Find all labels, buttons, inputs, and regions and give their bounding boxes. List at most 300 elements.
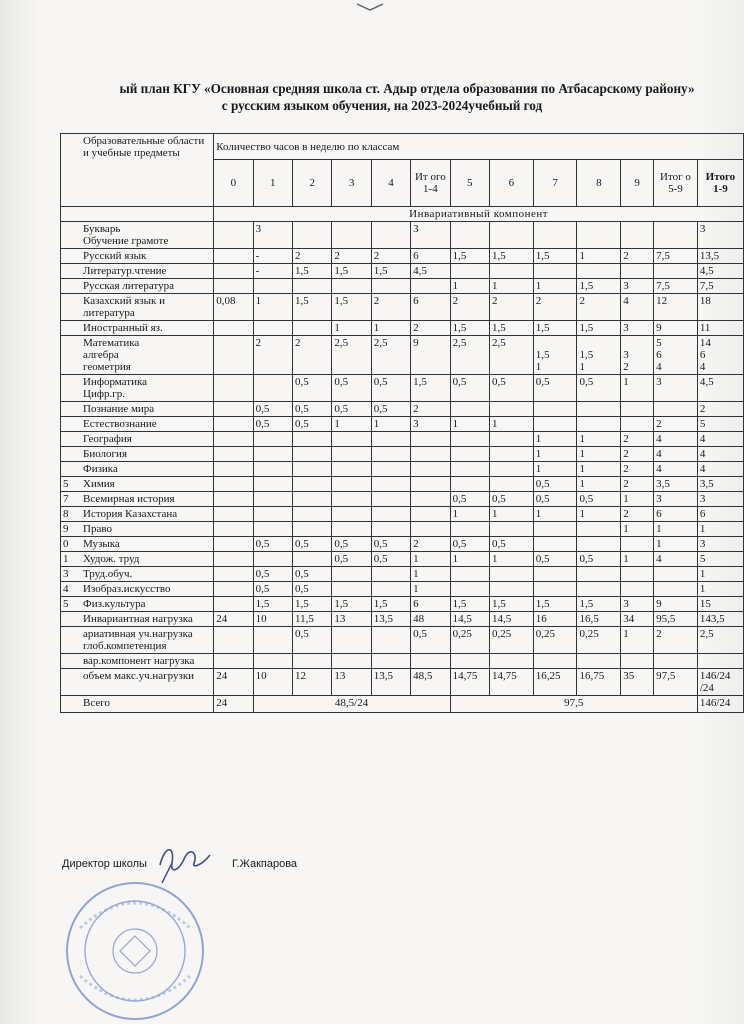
- grade-header-cell: Итог о 5-9: [654, 160, 698, 207]
- row-number: 3: [63, 568, 69, 580]
- subject-label: Букварь Обучение грамоте: [83, 223, 169, 247]
- hours-cell: [371, 654, 410, 669]
- hours-cell: 9: [654, 597, 698, 612]
- row-number: 9: [63, 523, 69, 535]
- hours-cell: [533, 567, 577, 582]
- hours-cell: 1: [450, 279, 489, 294]
- total-row: [61, 696, 744, 713]
- hours-cell: [293, 321, 332, 336]
- hours-cell: [214, 582, 253, 597]
- hours-cell: 2: [697, 402, 743, 417]
- hours-cell: 1: [654, 522, 698, 537]
- hours-cell: [253, 654, 292, 669]
- hours-cell: 0,5: [450, 537, 489, 552]
- hours-cell: 4,5: [697, 264, 743, 279]
- hours-cell: 1,5: [371, 264, 410, 279]
- hours-cell: 143,5: [697, 612, 743, 627]
- hours-cell: 16,75: [577, 669, 621, 696]
- hours-cell: [533, 264, 577, 279]
- hours-cell: [533, 522, 577, 537]
- subject-label: Инвариантная нагрузка: [83, 613, 193, 625]
- hours-cell: 14,75: [450, 669, 489, 696]
- subject-name: [61, 249, 214, 264]
- hours-cell: 0,5: [253, 582, 292, 597]
- hours-cell: 1: [253, 294, 292, 321]
- hours-cell: [533, 222, 577, 249]
- hours-cell: 1,5: [489, 321, 533, 336]
- hours-cell: [253, 375, 292, 402]
- table-row: [61, 321, 744, 336]
- hours-cell: 0,5: [533, 552, 577, 567]
- hours-cell: 1: [621, 552, 654, 567]
- total-cell: Всего: [61, 696, 214, 713]
- hours-cell: [577, 567, 621, 582]
- subject-label: Информатика Цифр.гр.: [83, 376, 148, 400]
- hours-cell: 1: [621, 375, 654, 402]
- subject-label: Математика алгебра геометрия: [83, 337, 140, 373]
- hours-cell: 0,5: [293, 627, 332, 654]
- table-row: [61, 552, 744, 567]
- hours-cell: 4: [654, 462, 698, 477]
- hours-cell: 0,5: [293, 417, 332, 432]
- subject-label: Иностранный яз.: [83, 322, 163, 334]
- hours-cell: [654, 582, 698, 597]
- hours-cell: 0,5: [332, 537, 371, 552]
- hours-cell: [253, 477, 292, 492]
- total-cell: 146/24: [697, 696, 743, 713]
- hours-cell: 48,5: [411, 669, 450, 696]
- hours-cell: 0,5: [450, 375, 489, 402]
- hours-cell: 97,5: [654, 669, 698, 696]
- hours-cell: [253, 447, 292, 462]
- hours-cell: [489, 654, 533, 669]
- component-header: Инвариативный компонент: [214, 207, 744, 222]
- table-row: [61, 279, 744, 294]
- hours-cell: 1: [621, 492, 654, 507]
- hours-cell: 1: [654, 537, 698, 552]
- hours-cell: 4: [621, 294, 654, 321]
- hours-cell: [371, 627, 410, 654]
- table-row: [61, 597, 744, 612]
- hours-cell: 9: [411, 336, 450, 375]
- hours-cell: [293, 279, 332, 294]
- hours-cell: [293, 432, 332, 447]
- hours-cell: 1: [450, 417, 489, 432]
- subject-name: [61, 432, 214, 447]
- hours-cell: [411, 432, 450, 447]
- hours-cell: [214, 264, 253, 279]
- hours-cell: 11: [697, 321, 743, 336]
- hours-cell: 0,5: [577, 375, 621, 402]
- subject-name: [61, 447, 214, 462]
- total-cell: 48,5/24: [253, 696, 450, 713]
- hours-cell: [293, 507, 332, 522]
- hours-cell: 0,5: [253, 567, 292, 582]
- school-stamp-icon: [60, 878, 210, 1024]
- hours-cell: 1: [577, 432, 621, 447]
- hours-cell: [577, 537, 621, 552]
- hours-cell: 3: [697, 492, 743, 507]
- total-cell: 97,5: [450, 696, 697, 713]
- hours-cell: [450, 477, 489, 492]
- hours-cell: 13,5: [371, 669, 410, 696]
- hours-cell: 0,5: [411, 627, 450, 654]
- table-row: [61, 402, 744, 417]
- grade-header-cell: 0: [214, 160, 253, 207]
- hours-cell: 3: [697, 537, 743, 552]
- header-row-component: [61, 207, 744, 222]
- hours-cell: 1,5: [533, 249, 577, 264]
- subject-name: [61, 627, 214, 654]
- hours-cell: 3,5: [654, 477, 698, 492]
- row-number: 5: [63, 598, 69, 610]
- hours-cell: 0,25: [533, 627, 577, 654]
- hours-cell: [293, 447, 332, 462]
- hours-cell: 0,5: [332, 375, 371, 402]
- hours-cell: 2: [332, 249, 371, 264]
- hours-cell: 0,5: [450, 492, 489, 507]
- hours-cell: 16: [533, 612, 577, 627]
- hours-cell: [253, 492, 292, 507]
- hours-cell: 0,5: [371, 552, 410, 567]
- hours-cell: [214, 447, 253, 462]
- hours-cell: 0,5: [253, 417, 292, 432]
- hours-cell: [214, 249, 253, 264]
- hours-cell: 1: [411, 552, 450, 567]
- hours-cell: [293, 654, 332, 669]
- hours-cell: [371, 567, 410, 582]
- hours-cell: 14,5: [489, 612, 533, 627]
- grade-header-cell: 1: [253, 160, 292, 207]
- hours-cell: 6: [411, 294, 450, 321]
- hours-cell: 1: [697, 522, 743, 537]
- subject-name: [61, 612, 214, 627]
- hours-cell: 6: [411, 597, 450, 612]
- hours-cell: 13,5: [697, 249, 743, 264]
- hours-cell: 1: [489, 417, 533, 432]
- hours-cell: [214, 321, 253, 336]
- subject-label: Право: [83, 523, 112, 535]
- hours-cell: 7,5: [654, 279, 698, 294]
- scan-mark-icon: [355, 2, 385, 12]
- hours-cell: 0,5: [293, 567, 332, 582]
- hours-cell: 4: [697, 462, 743, 477]
- hours-cell: -: [253, 249, 292, 264]
- hours-cell: [489, 264, 533, 279]
- subject-name: [61, 507, 214, 522]
- hours-cell: 1: [577, 507, 621, 522]
- subject-name: [61, 222, 214, 249]
- hours-cell: 2,5: [697, 627, 743, 654]
- table-row: [61, 432, 744, 447]
- hours-cell: [577, 417, 621, 432]
- director-label: Директор школы: [62, 858, 147, 870]
- subject-name: [61, 669, 214, 696]
- hours-cell: [621, 264, 654, 279]
- grade-header-cell: 4: [371, 160, 410, 207]
- hours-cell: [621, 417, 654, 432]
- hours-cell: 2: [411, 402, 450, 417]
- hours-cell: 1: [697, 567, 743, 582]
- hours-cell: [411, 462, 450, 477]
- header-row-1: [61, 134, 744, 160]
- hours-cell: [533, 537, 577, 552]
- hours-cell: 0,5: [371, 402, 410, 417]
- hours-cell: [654, 264, 698, 279]
- hours-cell: 5 6 4: [654, 336, 698, 375]
- table-row: [61, 294, 744, 321]
- hours-cell: 1,5: [533, 597, 577, 612]
- hours-cell: [214, 417, 253, 432]
- table-row: [61, 477, 744, 492]
- hours-cell: 1: [533, 462, 577, 477]
- hours-cell: 0,5: [293, 537, 332, 552]
- hours-cell: [489, 222, 533, 249]
- hours-cell: [214, 507, 253, 522]
- hours-cell: 2: [253, 336, 292, 375]
- hours-cell: 0,5: [533, 477, 577, 492]
- hours-cell: 0,5: [253, 537, 292, 552]
- row-number: 5: [63, 478, 69, 490]
- hours-cell: 1,5: [489, 597, 533, 612]
- hours-cell: 1,5: [411, 375, 450, 402]
- hours-cell: [621, 402, 654, 417]
- hours-cell: 18: [697, 294, 743, 321]
- hours-cell: [253, 522, 292, 537]
- hours-cell: [450, 264, 489, 279]
- subject-label: Физика: [83, 463, 118, 475]
- hours-cell: [411, 492, 450, 507]
- grade-header-cell: 7: [533, 160, 577, 207]
- hours-cell: 1: [577, 249, 621, 264]
- summary-row: [61, 612, 744, 627]
- hours-cell: 11,5: [293, 612, 332, 627]
- hours-cell: 3: [621, 321, 654, 336]
- subject-label: История Казахстана: [83, 508, 178, 520]
- subject-name: [61, 597, 214, 612]
- hours-cell: 0,5: [332, 402, 371, 417]
- table-row: [61, 492, 744, 507]
- hours-cell: [450, 222, 489, 249]
- subject-name: [61, 537, 214, 552]
- hours-cell: 16,25: [533, 669, 577, 696]
- hours-cell: 13,5: [371, 612, 410, 627]
- director-name: Г.Жакпарова: [232, 858, 298, 870]
- hours-cell: [332, 567, 371, 582]
- subject-name: [61, 375, 214, 402]
- hours-cell: 1: [371, 417, 410, 432]
- hours-cell: 1,5 1: [577, 336, 621, 375]
- hours-cell: 3,5: [697, 477, 743, 492]
- hours-cell: [411, 522, 450, 537]
- grade-header-cell: 5: [450, 160, 489, 207]
- hours-cell: 1: [697, 582, 743, 597]
- row-number: 0: [63, 538, 69, 550]
- subject-label: Биология: [83, 448, 128, 460]
- hours-cell: 0,08: [214, 294, 253, 321]
- hours-cell: 3: [621, 597, 654, 612]
- hours-cell: 3: [411, 417, 450, 432]
- hours-cell: [214, 537, 253, 552]
- hours-cell: 3: [411, 222, 450, 249]
- hours-cell: [621, 654, 654, 669]
- subject-name: [61, 417, 214, 432]
- row-number: 4: [63, 583, 69, 595]
- hours-cell: [371, 522, 410, 537]
- hours-cell: [332, 654, 371, 669]
- table-row: [61, 582, 744, 597]
- hours-cell: 9: [654, 321, 698, 336]
- hours-cell: 5: [697, 417, 743, 432]
- hours-cell: 1,5: [293, 294, 332, 321]
- hours-cell: 1: [489, 507, 533, 522]
- table-row: [61, 507, 744, 522]
- hours-cell: 1,5: [450, 249, 489, 264]
- hours-cell: 2: [654, 417, 698, 432]
- hours-cell: [332, 462, 371, 477]
- hours-cell: [533, 582, 577, 597]
- hours-cell: 2,5: [371, 336, 410, 375]
- hours-cell: [697, 654, 743, 669]
- hours-cell: [489, 462, 533, 477]
- hours-cell: [214, 336, 253, 375]
- hours-cell: 2: [621, 477, 654, 492]
- hours-cell: [253, 507, 292, 522]
- hours-cell: [654, 654, 698, 669]
- hours-cell: [577, 222, 621, 249]
- hours-cell: 2,5: [450, 336, 489, 375]
- hours-cell: [253, 321, 292, 336]
- row-number: 7: [63, 493, 69, 505]
- summary-row: [61, 669, 744, 696]
- table-row: [61, 462, 744, 477]
- hours-cell: [450, 402, 489, 417]
- table-row: [61, 522, 744, 537]
- row-number: 8: [63, 508, 69, 520]
- hours-cell: 1: [533, 432, 577, 447]
- hours-cell: 1: [489, 279, 533, 294]
- table-row: [61, 336, 744, 375]
- hours-cell: [253, 462, 292, 477]
- hours-cell: 24: [214, 612, 253, 627]
- subject-name: [61, 402, 214, 417]
- hours-cell: [654, 222, 698, 249]
- hours-cell: [489, 447, 533, 462]
- subject-name: [61, 522, 214, 537]
- hours-cell: 2: [450, 294, 489, 321]
- hours-cell: [450, 654, 489, 669]
- subject-label: География: [83, 433, 132, 445]
- hours-cell: [214, 375, 253, 402]
- hours-cell: [332, 582, 371, 597]
- hours-cell: 12: [293, 669, 332, 696]
- hours-cell: [293, 552, 332, 567]
- hours-cell: 34: [621, 612, 654, 627]
- hours-cell: [371, 462, 410, 477]
- hours-cell: 48: [411, 612, 450, 627]
- subject-label: Естествознание: [83, 418, 157, 430]
- hours-cell: 14 6 4: [697, 336, 743, 375]
- hours-cell: 1,5: [332, 264, 371, 279]
- hours-cell: 1: [371, 321, 410, 336]
- hours-cell: 0,5: [332, 552, 371, 567]
- hours-cell: 1: [332, 321, 371, 336]
- subject-label: Химия: [83, 478, 115, 490]
- hours-cell: [332, 522, 371, 537]
- hours-cell: 1: [533, 279, 577, 294]
- hours-cell: 0,5: [293, 375, 332, 402]
- hours-cell: 2: [489, 294, 533, 321]
- subject-name: [61, 492, 214, 507]
- hours-cell: 7,5: [697, 279, 743, 294]
- hours-cell: 4: [697, 432, 743, 447]
- hours-cell: 95,5: [654, 612, 698, 627]
- hours-cell: 2: [577, 294, 621, 321]
- hours-cell: 1: [411, 582, 450, 597]
- subject-label: Худож. труд: [83, 553, 140, 565]
- hours-cell: [371, 477, 410, 492]
- hours-cell: [533, 402, 577, 417]
- row-number: 1: [63, 553, 69, 565]
- hours-cell: 10: [253, 612, 292, 627]
- hours-cell: [371, 432, 410, 447]
- hours-cell: [411, 654, 450, 669]
- hours-cell: [214, 222, 253, 249]
- hours-cell: [253, 552, 292, 567]
- hours-cell: 1,5: [253, 597, 292, 612]
- table-row: [61, 249, 744, 264]
- hours-cell: 2: [293, 336, 332, 375]
- hours-cell: 1,5 1: [533, 336, 577, 375]
- hours-cell: 2,5: [489, 336, 533, 375]
- grade-header-cell: Ит ого 1-4: [411, 160, 450, 207]
- hours-cell: 1,5: [371, 597, 410, 612]
- hours-cell: 16,5: [577, 612, 621, 627]
- table-row: [61, 264, 744, 279]
- hours-cell: 0,5: [577, 552, 621, 567]
- hours-cell: [577, 264, 621, 279]
- hours-cell: 0,5: [489, 492, 533, 507]
- subject-label: ариативная уч.нагрузка глоб.компетенция: [83, 628, 193, 652]
- hours-cell: [411, 507, 450, 522]
- subject-name: [61, 462, 214, 477]
- title-line-2: с русским языком обучения, на 2023-2024учебный год: [221, 98, 543, 113]
- hours-cell: 0,5: [577, 492, 621, 507]
- hours-cell: [293, 492, 332, 507]
- hours-cell: 1,5: [293, 264, 332, 279]
- subject-name: [61, 336, 214, 375]
- subject-name: [61, 654, 214, 669]
- subject-label: вар.компонент нагрузка: [83, 655, 195, 667]
- hours-cell: 15: [697, 597, 743, 612]
- hours-cell: [371, 507, 410, 522]
- hours-cell: 2: [371, 294, 410, 321]
- hours-cell: 0,5: [371, 375, 410, 402]
- hours-cell: 1,5: [332, 597, 371, 612]
- hours-cell: 4: [654, 552, 698, 567]
- hours-cell: 35: [621, 669, 654, 696]
- hours-cell: 13: [332, 669, 371, 696]
- hours-cell: [253, 432, 292, 447]
- hours-cell: 0,25: [489, 627, 533, 654]
- hours-cell: 1: [411, 567, 450, 582]
- hours-cell: 3: [654, 492, 698, 507]
- hours-cell: 0,5: [489, 375, 533, 402]
- hours-cell: [214, 522, 253, 537]
- hours-cell: 1: [489, 552, 533, 567]
- hours-cell: 2: [411, 537, 450, 552]
- subject-name: [61, 582, 214, 597]
